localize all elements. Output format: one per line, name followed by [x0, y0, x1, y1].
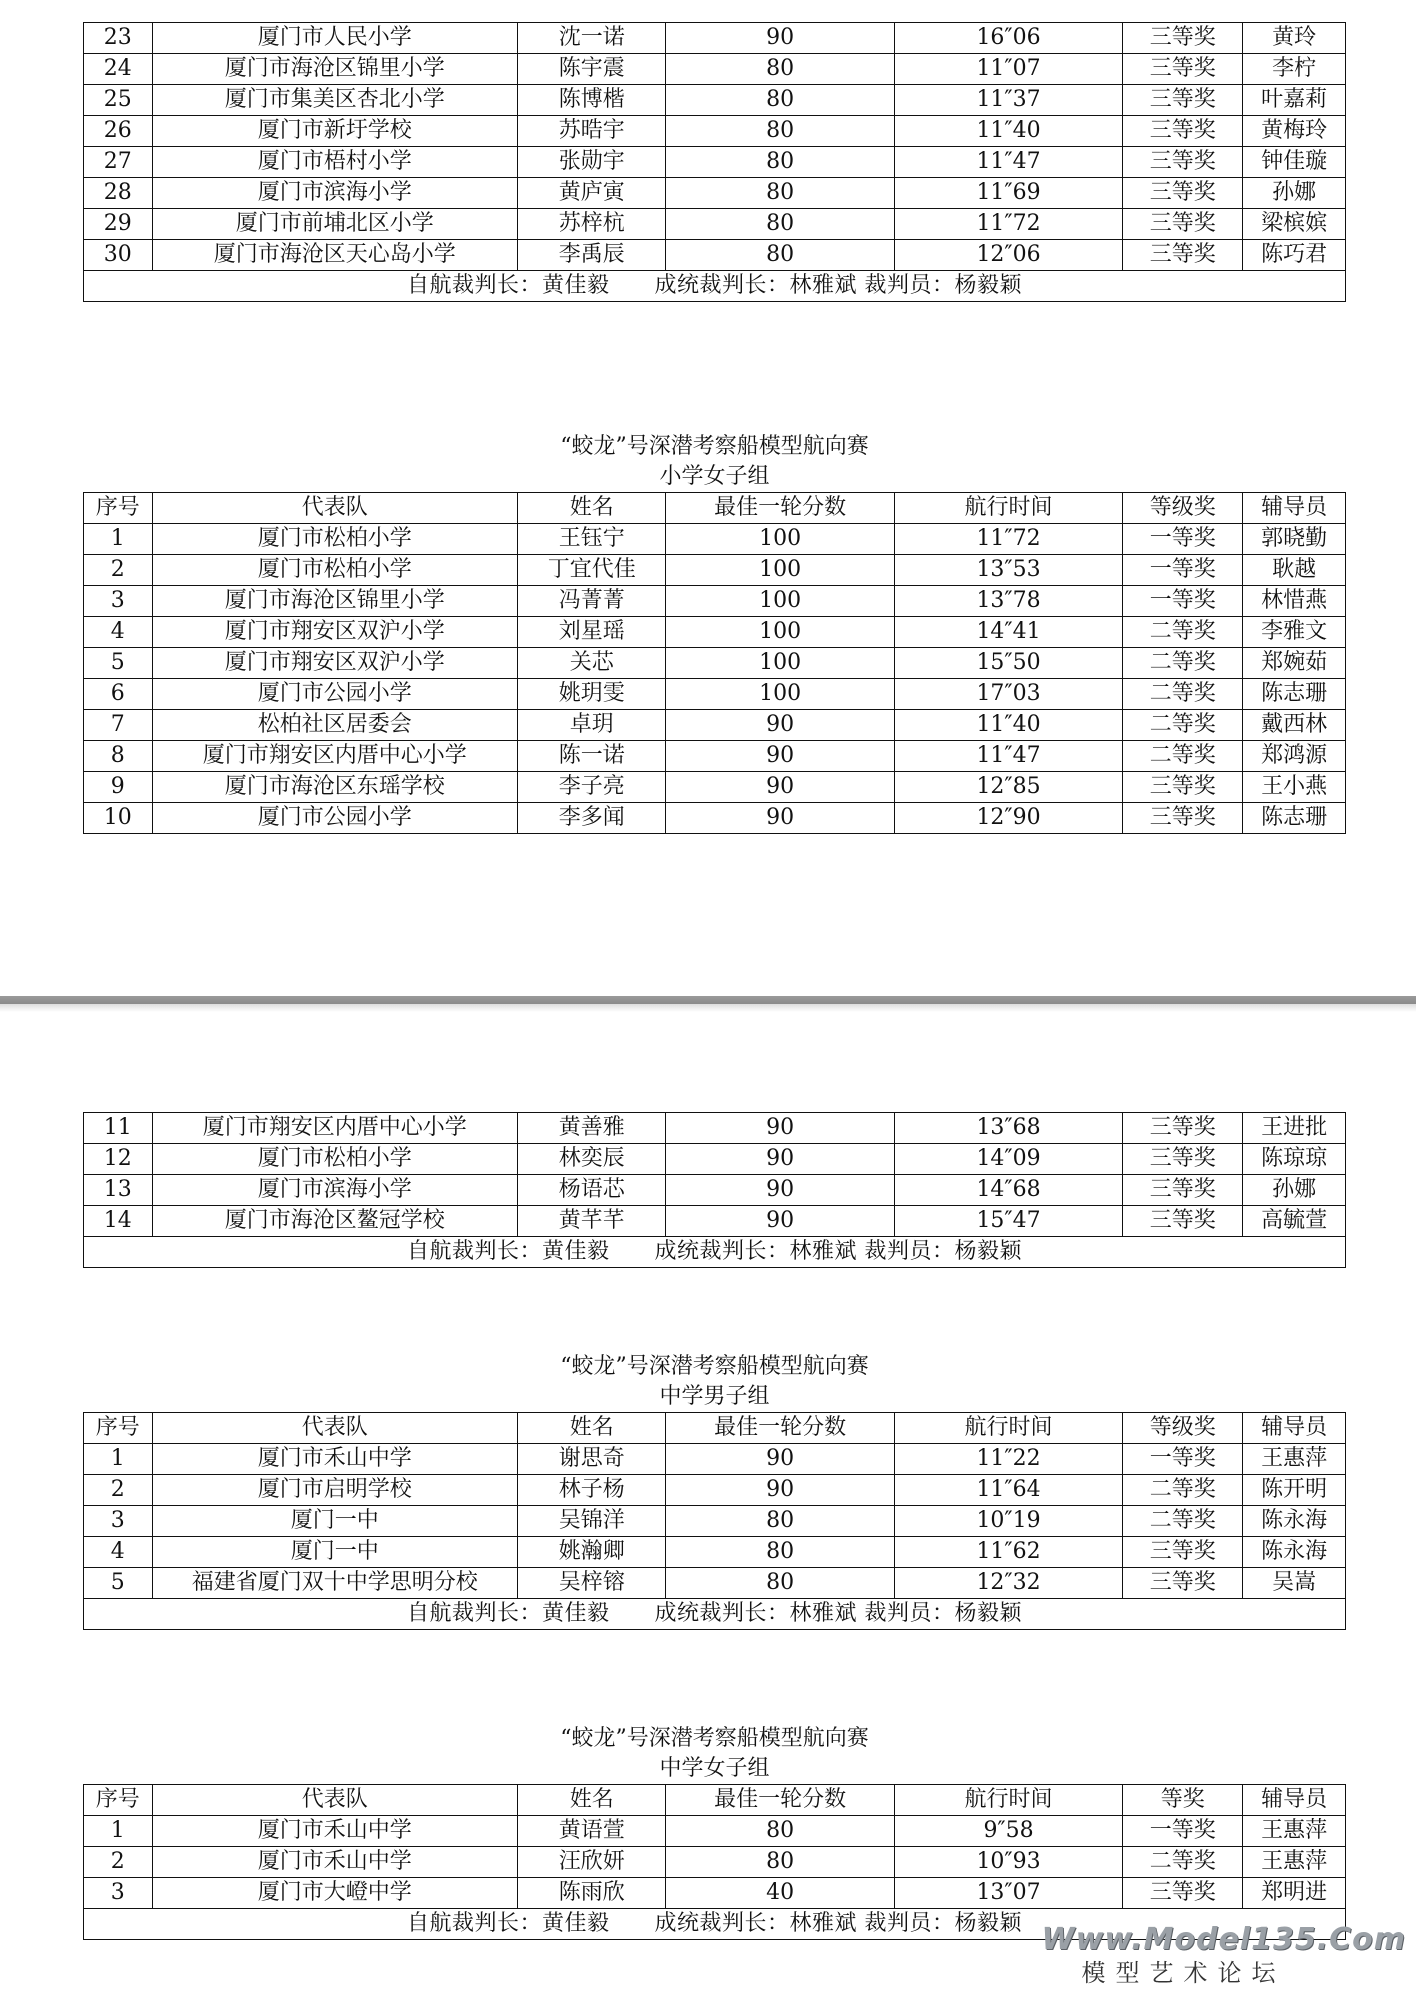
table-cell: 6	[84, 679, 153, 710]
table-cell: 厦门市前埔北区小学	[152, 209, 517, 240]
results-block-primary-girls	[83, 432, 1346, 834]
table-cell: 13	[84, 1175, 153, 1206]
table-cell: 5	[84, 648, 153, 679]
group-subtitle: 中学男子组	[659, 1384, 770, 1409]
column-header: 航行时间	[894, 493, 1122, 524]
table-cell: 厦门市公园小学	[152, 803, 517, 834]
table-cell: 二等奖	[1123, 1847, 1243, 1878]
table-header-row	[84, 493, 1346, 524]
table-cell: 苏晧宇	[517, 116, 665, 147]
table-cell: 黄语萱	[517, 1816, 665, 1847]
table-cell: 100	[666, 648, 894, 679]
table-cell: 15″50	[894, 648, 1122, 679]
table-row	[84, 1847, 1346, 1878]
referee-credits: 自航裁判长：黄佳毅 成统裁判长：林雅斌 裁判员：杨毅颖	[84, 1909, 1346, 1940]
column-header: 最佳一轮分数	[666, 493, 894, 524]
table-cell: 14″09	[894, 1144, 1122, 1175]
table-cell: 厦门市人民小学	[152, 23, 517, 54]
table-cell: 厦门市翔安区双沪小学	[152, 617, 517, 648]
table-cell: 80	[666, 178, 894, 209]
table-cell: 100	[666, 679, 894, 710]
table-cell: 李子亮	[517, 772, 665, 803]
table-cell: 厦门市翔安区内厝中心小学	[152, 741, 517, 772]
results-block-middle-girls	[83, 1724, 1346, 1940]
table-row	[84, 1175, 1346, 1206]
table-cell: 梁槟嫔	[1243, 209, 1346, 240]
group-subtitle: 中学女子组	[659, 1756, 770, 1781]
table-row	[84, 1506, 1346, 1537]
results-table	[83, 1784, 1346, 1940]
table-cell: 厦门市大嶝中学	[152, 1878, 517, 1909]
table-cell: 12″90	[894, 803, 1122, 834]
table-cell: 王惠萍	[1243, 1816, 1346, 1847]
column-header: 最佳一轮分数	[666, 1413, 894, 1444]
table-cell: 14″41	[894, 617, 1122, 648]
table-cell: 100	[666, 524, 894, 555]
table-row	[84, 85, 1346, 116]
table-cell: 陈一诺	[517, 741, 665, 772]
table-cell: 李禹辰	[517, 240, 665, 271]
table-cell: 90	[666, 1444, 894, 1475]
table-cell: 丁宜代佳	[517, 555, 665, 586]
table-cell: 吴锦洋	[517, 1506, 665, 1537]
table-cell: 陈志珊	[1243, 679, 1346, 710]
table-row	[84, 555, 1346, 586]
table-cell: 李雅文	[1243, 617, 1346, 648]
table-cell: 谢思奇	[517, 1444, 665, 1475]
table-cell: 厦门市翔安区内厝中心小学	[152, 1113, 517, 1144]
table-header-row	[84, 1785, 1346, 1816]
table-cell: 厦门市集美区杏北小学	[152, 85, 517, 116]
table-cell: 黄梅玲	[1243, 116, 1346, 147]
table-cell: 陈巧君	[1243, 240, 1346, 271]
table-cell: 三等奖	[1123, 1175, 1243, 1206]
table-cell: 厦门市滨海小学	[152, 178, 517, 209]
results-table	[83, 1112, 1346, 1268]
table-cell: 厦门一中	[152, 1537, 517, 1568]
column-header: 辅导员	[1243, 1413, 1346, 1444]
page-1	[0, 0, 1416, 990]
table-cell: 二等奖	[1123, 648, 1243, 679]
table-row	[84, 803, 1346, 834]
table-row	[84, 209, 1346, 240]
table-cell: 80	[666, 85, 894, 116]
table-cell: 24	[84, 54, 153, 85]
results-table	[83, 1412, 1346, 1630]
table-cell: 厦门市启明学校	[152, 1475, 517, 1506]
table-cell: 孙娜	[1243, 178, 1346, 209]
column-header: 航行时间	[894, 1413, 1122, 1444]
table-cell: 陈开明	[1243, 1475, 1346, 1506]
table-cell: 90	[666, 1175, 894, 1206]
table-cell: 80	[666, 1537, 894, 1568]
table-cell: 二等奖	[1123, 741, 1243, 772]
table-cell: 叶嘉莉	[1243, 85, 1346, 116]
table-cell: 7	[84, 710, 153, 741]
table-cell: 厦门一中	[152, 1506, 517, 1537]
table-cell: 13″53	[894, 555, 1122, 586]
table-cell: 二等奖	[1123, 710, 1243, 741]
table-cell: 4	[84, 617, 153, 648]
table-cell: 3	[84, 586, 153, 617]
watermark	[1042, 1922, 1406, 1988]
table-cell: 3	[84, 1506, 153, 1537]
column-header: 姓名	[517, 1413, 665, 1444]
table-cell: 27	[84, 147, 153, 178]
table-header-row	[84, 1413, 1346, 1444]
table-cell: 王钰宁	[517, 524, 665, 555]
table-cell: 黄玲	[1243, 23, 1346, 54]
table-cell: 李柠	[1243, 54, 1346, 85]
table-cell: 2	[84, 1847, 153, 1878]
table-cell: 11″22	[894, 1444, 1122, 1475]
table-cell: 林子杨	[517, 1475, 665, 1506]
table-cell: 15″47	[894, 1206, 1122, 1237]
table-cell: 厦门市公园小学	[152, 679, 517, 710]
event-title: “蛟龙”号深潜考察船模型航向赛	[560, 1726, 869, 1751]
table-cell: 李多闻	[517, 803, 665, 834]
table-cell: 耿越	[1243, 555, 1346, 586]
table-row	[84, 116, 1346, 147]
table-cell: 90	[666, 741, 894, 772]
table-cell: 80	[666, 1506, 894, 1537]
table-cell: 12″32	[894, 1568, 1122, 1599]
table-cell: 王小燕	[1243, 772, 1346, 803]
table-row	[84, 1206, 1346, 1237]
table-cell: 黄芊芊	[517, 1206, 665, 1237]
table-cell: 陈雨欣	[517, 1878, 665, 1909]
table-row	[84, 1816, 1346, 1847]
table-cell: 苏梓杭	[517, 209, 665, 240]
table-cell: 高毓萱	[1243, 1206, 1346, 1237]
table-cell: 二等奖	[1123, 1475, 1243, 1506]
column-header: 航行时间	[894, 1785, 1122, 1816]
page-2	[0, 1012, 1416, 1996]
referee-footer-row	[84, 1599, 1346, 1630]
column-header: 序号	[84, 1785, 153, 1816]
table-cell: 三等奖	[1123, 1537, 1243, 1568]
results-table	[83, 492, 1346, 834]
table-cell: 11″40	[894, 710, 1122, 741]
table-row	[84, 679, 1346, 710]
table-cell: 陈博楷	[517, 85, 665, 116]
table-cell: 陈永海	[1243, 1537, 1346, 1568]
table-cell: 王进批	[1243, 1113, 1346, 1144]
column-header: 最佳一轮分数	[666, 1785, 894, 1816]
watermark-forum-name: 模型艺术论坛	[1081, 1959, 1286, 1987]
table-cell: 11″72	[894, 209, 1122, 240]
table-cell: 90	[666, 803, 894, 834]
table-cell: 三等奖	[1123, 1206, 1243, 1237]
table-cell: 10″93	[894, 1847, 1122, 1878]
column-header: 代表队	[152, 493, 517, 524]
table-row	[84, 240, 1346, 271]
table-cell: 90	[666, 1475, 894, 1506]
table-cell: 姚玥雯	[517, 679, 665, 710]
watermark-url: Www.Model135.Com	[1041, 1922, 1406, 1957]
table-cell: 80	[666, 54, 894, 85]
table-row	[84, 617, 1346, 648]
table-cell: 三等奖	[1123, 1113, 1243, 1144]
table-cell: 11″72	[894, 524, 1122, 555]
column-header: 序号	[84, 493, 153, 524]
table-cell: 14″68	[894, 1175, 1122, 1206]
table-cell: 13″07	[894, 1878, 1122, 1909]
table-cell: 80	[666, 1568, 894, 1599]
table-cell: 陈志珊	[1243, 803, 1346, 834]
table-cell: 厦门市新圩学校	[152, 116, 517, 147]
table-row	[84, 772, 1346, 803]
table-row	[84, 1144, 1346, 1175]
table-cell: 4	[84, 1537, 153, 1568]
referee-credits: 自航裁判长：黄佳毅 成统裁判长：林雅斌 裁判员：杨毅颖	[84, 1599, 1346, 1630]
table-cell: 福建省厦门双十中学思明分校	[152, 1568, 517, 1599]
table-cell: 戴西林	[1243, 710, 1346, 741]
table-cell: 三等奖	[1123, 54, 1243, 85]
event-title: “蛟龙”号深潜考察船模型航向赛	[560, 434, 869, 459]
table-cell: 陈宇震	[517, 54, 665, 85]
column-header: 等级奖	[1123, 1413, 1243, 1444]
table-cell: 5	[84, 1568, 153, 1599]
table-row	[84, 147, 1346, 178]
table-row	[84, 1537, 1346, 1568]
table-row	[84, 1475, 1346, 1506]
table-cell: 90	[666, 1113, 894, 1144]
column-header: 姓名	[517, 493, 665, 524]
table-cell: 80	[666, 147, 894, 178]
table-cell: 冯菁菁	[517, 586, 665, 617]
table-cell: 黄庐寅	[517, 178, 665, 209]
table-cell: 10″19	[894, 1506, 1122, 1537]
results-block-continued-primary	[83, 22, 1346, 302]
table-cell: 王惠萍	[1243, 1847, 1346, 1878]
table-cell: 三等奖	[1123, 209, 1243, 240]
column-header: 姓名	[517, 1785, 665, 1816]
table-cell: 厦门市海沧区天心岛小学	[152, 240, 517, 271]
table-cell: 11″40	[894, 116, 1122, 147]
table-cell: 林惜燕	[1243, 586, 1346, 617]
table-cell: 三等奖	[1123, 178, 1243, 209]
table-row	[84, 1568, 1346, 1599]
table-cell: 14	[84, 1206, 153, 1237]
table-cell: 刘星瑶	[517, 617, 665, 648]
table-cell: 厦门市翔安区双沪小学	[152, 648, 517, 679]
table-cell: 2	[84, 1475, 153, 1506]
table-row	[84, 710, 1346, 741]
table-cell: 卓玥	[517, 710, 665, 741]
column-header: 等级奖	[1123, 493, 1243, 524]
table-cell: 郑婉茹	[1243, 648, 1346, 679]
table-cell: 1	[84, 524, 153, 555]
table-cell: 三等奖	[1123, 23, 1243, 54]
table-cell: 厦门市禾山中学	[152, 1444, 517, 1475]
table-cell: 90	[666, 772, 894, 803]
table-cell: 8	[84, 741, 153, 772]
table-cell: 11″62	[894, 1537, 1122, 1568]
table-cell: 3	[84, 1878, 153, 1909]
table-cell: 陈永海	[1243, 1506, 1346, 1537]
table-cell: 11″69	[894, 178, 1122, 209]
results-table	[83, 22, 1346, 302]
table-cell: 厦门市滨海小学	[152, 1175, 517, 1206]
referee-credits: 自航裁判长：黄佳毅 成统裁判长：林雅斌 裁判员：杨毅颖	[84, 271, 1346, 302]
table-cell: 12″06	[894, 240, 1122, 271]
table-cell: 13″78	[894, 586, 1122, 617]
table-cell: 100	[666, 617, 894, 648]
table-cell: 80	[666, 240, 894, 271]
table-cell: 三等奖	[1123, 772, 1243, 803]
table-cell: 松柏社区居委会	[152, 710, 517, 741]
results-block-primary-girls-continued	[83, 1112, 1346, 1268]
table-cell: 17″03	[894, 679, 1122, 710]
referee-footer-row	[84, 1237, 1346, 1268]
table-cell: 一等奖	[1123, 1816, 1243, 1847]
table-cell: 90	[666, 710, 894, 741]
table-cell: 孙娜	[1243, 1175, 1346, 1206]
table-cell: 90	[666, 23, 894, 54]
table-cell: 二等奖	[1123, 679, 1243, 710]
table-cell: 100	[666, 586, 894, 617]
referee-credits: 自航裁判长：黄佳毅 成统裁判长：林雅斌 裁判员：杨毅颖	[84, 1237, 1346, 1268]
table-cell: 郑明进	[1243, 1878, 1346, 1909]
table-cell: 二等奖	[1123, 1506, 1243, 1537]
table-cell: 2	[84, 555, 153, 586]
table-cell: 二等奖	[1123, 617, 1243, 648]
table-cell: 厦门市松柏小学	[152, 555, 517, 586]
table-row	[84, 648, 1346, 679]
table-cell: 90	[666, 1206, 894, 1237]
table-row	[84, 741, 1346, 772]
table-cell: 一等奖	[1123, 1444, 1243, 1475]
table-cell: 80	[666, 1847, 894, 1878]
table-row	[84, 178, 1346, 209]
table-cell: 11″47	[894, 741, 1122, 772]
table-cell: 三等奖	[1123, 1878, 1243, 1909]
table-cell: 16″06	[894, 23, 1122, 54]
table-cell: 80	[666, 209, 894, 240]
results-block-middle-boys	[83, 1352, 1346, 1630]
table-cell: 吴梓镕	[517, 1568, 665, 1599]
group-subtitle: 小学女子组	[659, 464, 770, 489]
table-cell: 80	[666, 116, 894, 147]
table-cell: 厦门市松柏小学	[152, 1144, 517, 1175]
table-cell: 黄善雅	[517, 1113, 665, 1144]
table-cell: 厦门市海沧区鳌冠学校	[152, 1206, 517, 1237]
table-cell: 28	[84, 178, 153, 209]
table-cell: 林奕辰	[517, 1144, 665, 1175]
table-cell: 11″47	[894, 147, 1122, 178]
page-separator	[0, 990, 1416, 1012]
table-row	[84, 23, 1346, 54]
table-cell: 10	[84, 803, 153, 834]
table-cell: 关芯	[517, 648, 665, 679]
table-cell: 厦门市海沧区锦里小学	[152, 586, 517, 617]
column-header: 代表队	[152, 1785, 517, 1816]
table-cell: 沈一诺	[517, 23, 665, 54]
table-cell: 厦门市海沧区锦里小学	[152, 54, 517, 85]
table-cell: 杨语芯	[517, 1175, 665, 1206]
table-cell: 29	[84, 209, 153, 240]
column-header: 辅导员	[1243, 493, 1346, 524]
table-cell: 11″64	[894, 1475, 1122, 1506]
table-cell: 9″58	[894, 1816, 1122, 1847]
table-cell: 郭晓勤	[1243, 524, 1346, 555]
table-cell: 100	[666, 555, 894, 586]
table-cell: 12	[84, 1144, 153, 1175]
table-cell: 1	[84, 1444, 153, 1475]
column-header: 代表队	[152, 1413, 517, 1444]
table-cell: 吴嵩	[1243, 1568, 1346, 1599]
table-cell: 汪欣妍	[517, 1847, 665, 1878]
table-cell: 11	[84, 1113, 153, 1144]
column-header: 等奖	[1123, 1785, 1243, 1816]
table-row	[84, 1444, 1346, 1475]
table-cell: 25	[84, 85, 153, 116]
table-cell: 郑鸿源	[1243, 741, 1346, 772]
column-header: 序号	[84, 1413, 153, 1444]
referee-footer-row	[84, 271, 1346, 302]
table-cell: 三等奖	[1123, 147, 1243, 178]
table-cell: 三等奖	[1123, 1568, 1243, 1599]
event-title: “蛟龙”号深潜考察船模型航向赛	[560, 1354, 869, 1379]
table-cell: 80	[666, 1816, 894, 1847]
table-cell: 厦门市海沧区东瑶学校	[152, 772, 517, 803]
table-cell: 陈琼琼	[1243, 1144, 1346, 1175]
table-cell: 三等奖	[1123, 240, 1243, 271]
table-cell: 12″85	[894, 772, 1122, 803]
table-row	[84, 524, 1346, 555]
table-cell: 厦门市禾山中学	[152, 1847, 517, 1878]
table-row	[84, 586, 1346, 617]
column-header: 辅导员	[1243, 1785, 1346, 1816]
table-cell: 23	[84, 23, 153, 54]
table-cell: 11″07	[894, 54, 1122, 85]
table-cell: 钟佳璇	[1243, 147, 1346, 178]
table-cell: 王惠萍	[1243, 1444, 1346, 1475]
table-cell: 13″68	[894, 1113, 1122, 1144]
table-cell: 张勋宇	[517, 147, 665, 178]
table-cell: 90	[666, 1144, 894, 1175]
table-cell: 三等奖	[1123, 85, 1243, 116]
table-cell: 30	[84, 240, 153, 271]
table-cell: 40	[666, 1878, 894, 1909]
table-cell: 三等奖	[1123, 803, 1243, 834]
table-row	[84, 1878, 1346, 1909]
table-cell: 厦门市梧村小学	[152, 147, 517, 178]
table-cell: 厦门市松柏小学	[152, 524, 517, 555]
table-cell: 一等奖	[1123, 524, 1243, 555]
table-cell: 一等奖	[1123, 586, 1243, 617]
table-cell: 26	[84, 116, 153, 147]
table-cell: 厦门市禾山中学	[152, 1816, 517, 1847]
table-cell: 三等奖	[1123, 116, 1243, 147]
table-cell: 三等奖	[1123, 1144, 1243, 1175]
table-cell: 11″37	[894, 85, 1122, 116]
table-cell: 9	[84, 772, 153, 803]
table-cell: 姚瀚卿	[517, 1537, 665, 1568]
table-cell: 1	[84, 1816, 153, 1847]
table-row	[84, 54, 1346, 85]
table-cell: 一等奖	[1123, 555, 1243, 586]
table-row	[84, 1113, 1346, 1144]
